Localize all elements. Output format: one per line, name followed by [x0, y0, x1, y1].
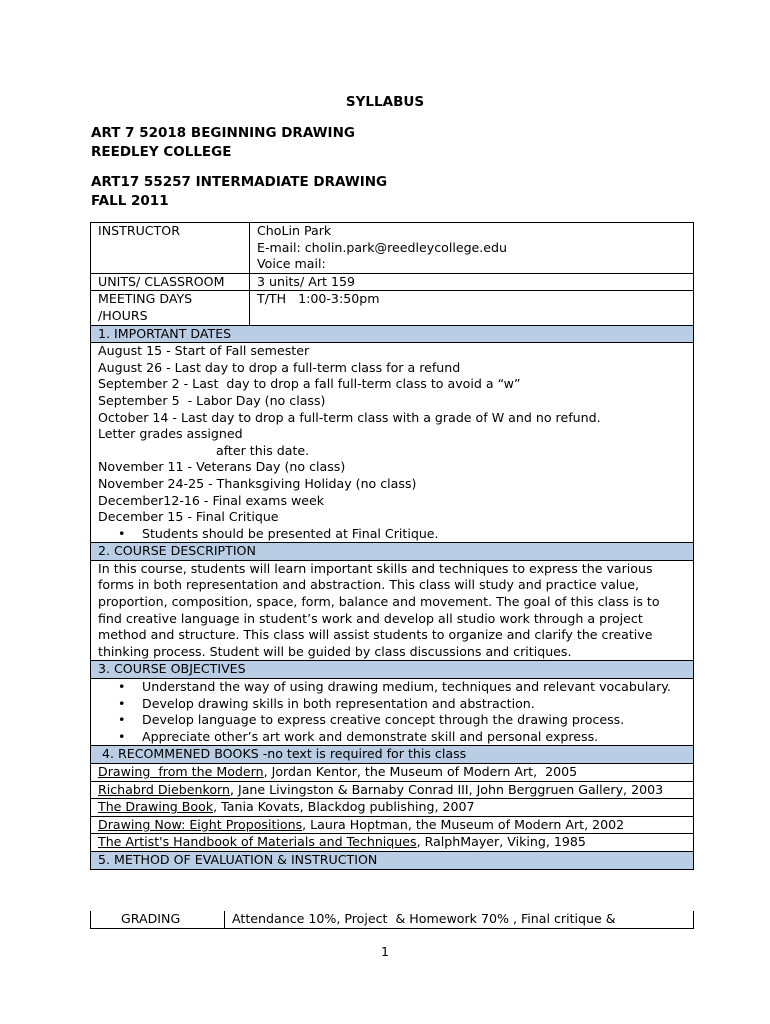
course1-line2: REEDLEY COLLEGE: [91, 144, 232, 160]
instructor-email: E-mail: cholin.park@reedleycollege.edu: [257, 239, 508, 255]
section1-header-row: [91, 325, 694, 343]
book-entry: [91, 834, 694, 852]
date-line: Letter grades assigned: [98, 426, 243, 442]
book-details: , RalphMayer, Viking, 1985: [416, 834, 586, 850]
meeting-value: T/TH 1:00-3:50pm: [250, 291, 694, 325]
course2-line1: ART17 55257 INTERMADIATE DRAWING: [91, 174, 388, 190]
book-entry: [91, 764, 694, 782]
book-row: [91, 816, 694, 834]
section3-heading: 3. COURSE OBJECTIVES: [91, 661, 694, 679]
book-row: [91, 799, 694, 817]
instructor-voice: Voice mail:: [257, 256, 326, 272]
instructor-label: INSTRUCTOR: [91, 223, 250, 274]
book-title: The Artist's Handbook of Materials and Techniques: [98, 834, 417, 850]
date-line: November 11 - Veterans Day (no class): [98, 459, 346, 475]
book-title: Drawing from the Modern: [98, 764, 264, 779]
grading-table: [90, 911, 694, 929]
units-label: UNITS/ CLASSROOM: [91, 273, 250, 291]
course1-heading: [91, 124, 355, 162]
book-row: [91, 834, 694, 852]
book-row: [91, 764, 694, 782]
syllabus-table: [90, 222, 694, 870]
section3-header-row: [91, 661, 694, 679]
section1-body-row: [91, 343, 694, 543]
section2-heading: 2. COURSE DESCRIPTION: [91, 543, 694, 561]
date-line: August 15 - Start of Fall semester: [98, 343, 310, 359]
instructor-row: [91, 223, 694, 274]
grading-value: Attendance 10%, Project & Homework 70% , Final critique &: [225, 911, 694, 928]
date-line: October 14 - Last day to drop a full-term class with a grade of W and no refund.: [98, 409, 601, 425]
date-line-continued: after this date.: [216, 442, 310, 458]
section3-body-row: [91, 679, 694, 746]
units-value: 3 units/ Art 159: [250, 273, 694, 291]
critique-bullet-list: [98, 526, 686, 543]
book-details: , Laura Hoptman, the Museum of Modern Art, 2002: [302, 816, 625, 832]
list-item: • Understand the way of using drawing medium, techniques and relevant vocabulary.: [142, 679, 686, 696]
course2-heading: [91, 173, 387, 211]
date-line: September 2 - Last day to drop a fall full-term class to avoid a “w”: [98, 376, 521, 392]
page-number: 1: [380, 944, 389, 959]
grading-row: [91, 911, 694, 928]
book-entry: [91, 781, 694, 799]
book-title: Richabrd Diebenkorn: [98, 781, 230, 797]
section5-header-row: [91, 851, 694, 869]
date-line: September 5 - Labor Day (no class): [98, 392, 326, 408]
section2-header-row: [91, 543, 694, 561]
book-title: The Drawing Book: [98, 799, 214, 815]
grading-label: GRADING: [91, 911, 225, 928]
meeting-label-line2: /HOURS: [98, 307, 148, 323]
meeting-label-line1: MEETING DAYS: [98, 291, 193, 307]
section1-heading: 1. IMPORTANT DATES: [91, 325, 694, 343]
meeting-label: [91, 291, 250, 325]
date-line: December 15 - Final Critique: [98, 509, 279, 525]
list-item: • Develop language to express creative concept through the drawing process.: [142, 712, 686, 729]
list-item: • Appreciate other’s art work and demonstrate skill and personal express.: [142, 729, 686, 746]
book-entry: [91, 816, 694, 834]
instructor-name: ChoLin Park: [257, 223, 332, 238]
book-details: , Jane Livingston & Barnaby Conrad III, John Berggruen Gallery, 2003: [229, 781, 664, 797]
objectives-list: [98, 679, 686, 745]
date-line: November 24-25 - Thanksgiving Holiday (no class): [98, 475, 417, 491]
list-item: • Students should be presented at Final Critique.: [142, 526, 686, 543]
section4-heading: 4. RECOMMENED BOOKS -no text is required for this class: [91, 746, 694, 764]
meeting-row: [91, 291, 694, 325]
book-details: , Jordan Kentor, the Museum of Modern Art, 2005: [263, 764, 578, 779]
important-dates-body: [91, 343, 694, 543]
book-entry: [91, 799, 694, 817]
book-details: , Tania Kovats, Blackdog publishing, 2007: [213, 799, 475, 815]
course-description-text: In this course, students will learn important skills and techniques to express the various forms in both representation and abstraction. This class will study and practice value, proportion, composition, space, form, balance and movement. The goal of this class is to find creative language in student’s work and develop all studio work through a project method and structure. This class will assist students to organize and clarify the creative thinking process. Student will be guided by class discussions and critiques.: [91, 560, 694, 661]
list-item: • Develop drawing skills in both representation and abstraction.: [142, 696, 686, 713]
section2-body-row: [91, 560, 694, 661]
section5-heading: 5. METHOD OF EVALUATION & INSTRUCTION: [91, 851, 694, 869]
section4-header-row: [91, 746, 694, 764]
book-title: Drawing Now: Eight Propositions: [98, 816, 303, 832]
course-objectives-body: [91, 679, 694, 746]
document-title: SYLLABUS: [345, 94, 425, 110]
date-line: December12-16 - Final exams week: [98, 492, 325, 508]
instructor-value: [250, 223, 694, 274]
date-line: August 26 - Last day to drop a full-term class for a refund: [98, 359, 461, 375]
course2-line2: FALL 2011: [91, 193, 169, 209]
book-row: [91, 781, 694, 799]
course1-line1: ART 7 52018 BEGINNING DRAWING: [91, 125, 355, 141]
units-row: [91, 273, 694, 291]
